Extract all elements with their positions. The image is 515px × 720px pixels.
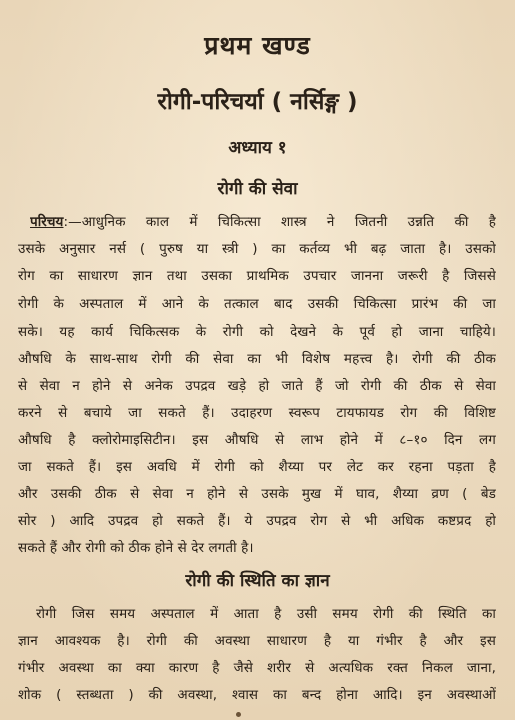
paragraph-line: शोक ( स्तब्धता ) की अवस्था, श्वास का बन्द होना आदि। इन अवस्थाओं: [18, 687, 496, 703]
paragraph-line: औषधि के साथ-साथ रोगी की सेवा का भी विशेष महत्त्व है। रोगी की ठीक: [18, 351, 496, 367]
paragraph-line: रोग का साधारण ज्ञान तथा उसका प्राथमिक उपचार जानना जरूरी है जिससे: [18, 268, 496, 284]
chapter-number: अध्याय १: [228, 138, 287, 158]
ink-spot: [236, 712, 241, 717]
paragraph-line-text: :—आधुनिक काल में चिकित्सा शास्त्र ने जितनी उन्नति की है: [63, 214, 496, 230]
paragraph-line: ज्ञान आवश्यक है। रोगी की अवस्था साधारण है या गंभीर है और इस: [18, 633, 496, 649]
section-heading-patient-condition: रोगी की स्थिति का ज्ञान: [185, 571, 330, 591]
paragraph-line: और उसकी ठीक से सेवा न होने से उसके मुख में घाव, शैय्या व्रण ( बेड: [18, 486, 496, 502]
paragraph-line: करने से बचाये जा सकते हैं। उदाहरण स्वरूप टायफायड रोग की विशिष्ट: [18, 405, 496, 421]
paragraph-line: सकते हैं और रोगी को ठीक होने से देर लगती है।: [18, 540, 254, 556]
paragraph-line: गंभीर अवस्था का क्या कारण है जैसे शरीर से अत्यधिक रक्त निकल जाना,: [18, 660, 496, 676]
paragraph-line: रोगी जिस समय अस्पताल में आता है उसी समय रोगी की स्थिति का: [36, 606, 496, 622]
paragraph-line: रोगी के अस्पताल में आने के तत्काल बाद उसकी चिकित्सा प्रारंभ की जा: [18, 296, 496, 312]
paragraph-lead: परिचय: [30, 214, 64, 230]
paragraph-line: [30, 212, 496, 230]
paragraph-line: सके। यह कार्य चिकित्सक के रोगी को देखने के पूर्व हो जाना चाहिये।: [18, 324, 496, 340]
paragraph-line: जा सकते हैं। इस अवधि में रोगी को शैय्या पर लेट कर रहना पड़ता है: [18, 459, 496, 475]
chapter-title: रोगी-परिचर्या ( नर्सिङ्ग ): [157, 89, 358, 115]
paragraph-line: उसके अनुसार नर्स ( पुरुष या स्त्री ) का कर्तव्य भी बढ़ जाता है। उसको: [18, 241, 496, 257]
section-heading-patient-care: रोगी की सेवा: [217, 179, 298, 199]
paragraph-line: से सेवा न होने से अनेक उपद्रव खड़े हो जाते हैं जो रोगी की ठीक से सेवा: [18, 378, 496, 394]
paragraph-line: सोर ) आदि उपद्रव हो सकते हैं। ये उपद्रव रोग से भी अधिक कष्टप्रद हो: [18, 513, 496, 529]
paragraph-line: औषधि है क्लोरोमाइसिटीन। इस औषधि से लाभ होने में ८–१० दिन लग: [18, 432, 496, 448]
part-title: प्रथम खण्ड: [204, 31, 311, 60]
